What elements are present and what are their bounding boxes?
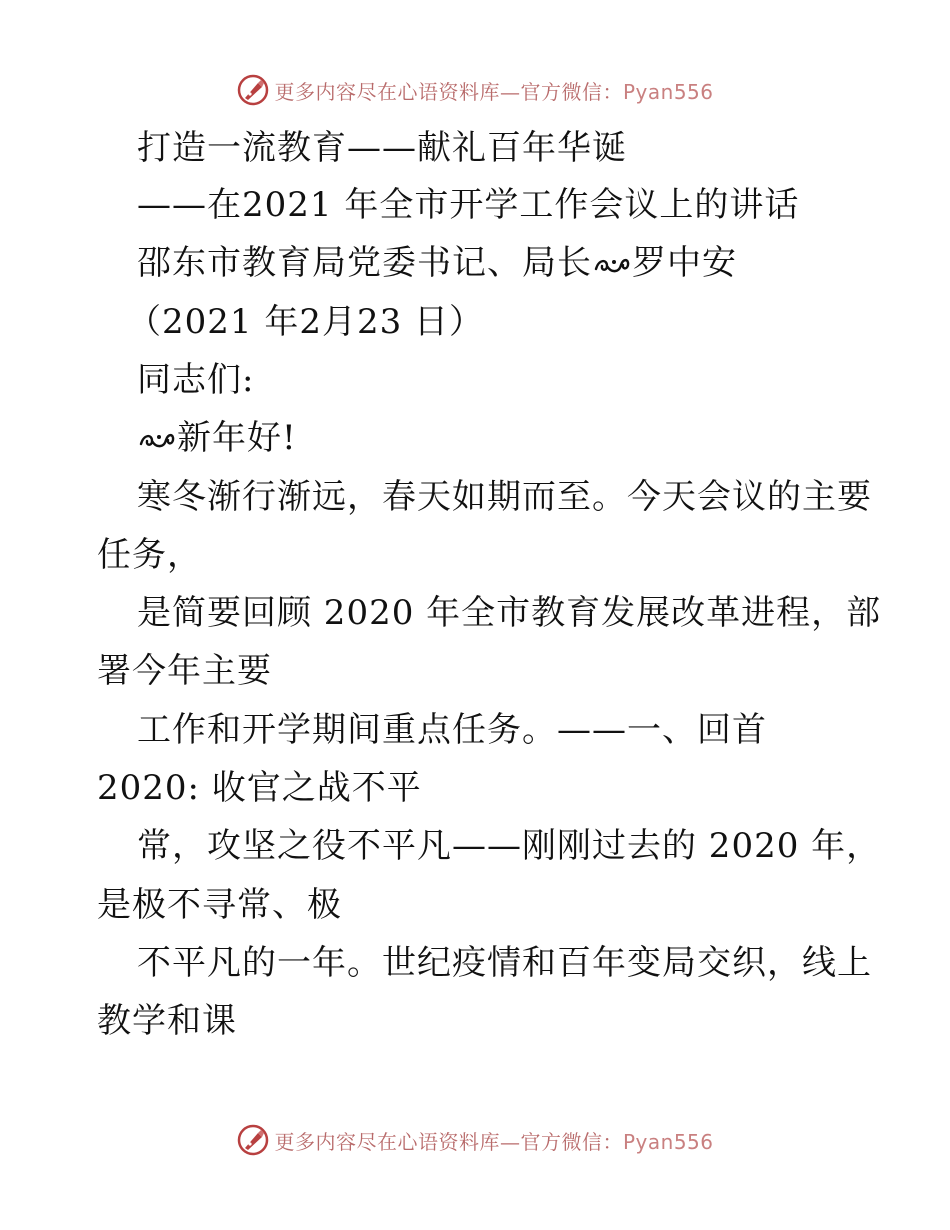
salutation: 同志们: xyxy=(137,360,255,400)
greeting-text: 新年好! xyxy=(177,418,297,458)
author-title: 邵东市教育局党委书记、局长 xyxy=(137,243,592,283)
body-line: 任务， xyxy=(97,535,202,575)
body-line: 2020: 收官之战不平 xyxy=(97,768,422,808)
body-line: 署今年主要 xyxy=(97,651,272,691)
document-title: 打造一流教育——献礼百年华诞 xyxy=(137,128,627,168)
greeting-line xyxy=(137,418,297,458)
swirl-ornament-icon xyxy=(593,253,631,277)
body-line: 寒冬渐行渐远，春天如期而至。今天会议的主要 xyxy=(137,477,872,517)
document-subtitle: ——在2021 年全市开学工作会议上的讲话 xyxy=(137,185,800,225)
pen-nib-logo-icon xyxy=(236,73,270,107)
watermark-text: 更多内容尽在心语资料库—官方微信：Pyan556 xyxy=(274,1129,714,1154)
header-watermark xyxy=(0,70,950,110)
body-line: 工作和开学期间重点任务。——一、回首 xyxy=(137,710,767,750)
body-line: 常，攻坚之役不平凡——刚刚过去的 2020 年， xyxy=(137,826,882,866)
author-line xyxy=(137,243,737,283)
body-line: 是极不寻常、极 xyxy=(97,885,342,925)
body-line: 不平凡的一年。世纪疫情和百年变局交织，线上 xyxy=(137,943,872,983)
body-line: 教学和课 xyxy=(97,1001,237,1041)
watermark-text: 更多内容尽在心语资料库—官方微信：Pyan556 xyxy=(274,79,714,104)
body-line: 是简要回顾 2020 年全市教育发展改革进程，部 xyxy=(137,593,882,633)
speech-date: （2021 年2月23 日） xyxy=(127,302,485,342)
author-name: 罗中安 xyxy=(632,243,737,283)
pen-nib-logo-icon xyxy=(236,1123,270,1157)
swirl-ornament-icon xyxy=(138,428,176,452)
footer-watermark xyxy=(0,1120,950,1160)
